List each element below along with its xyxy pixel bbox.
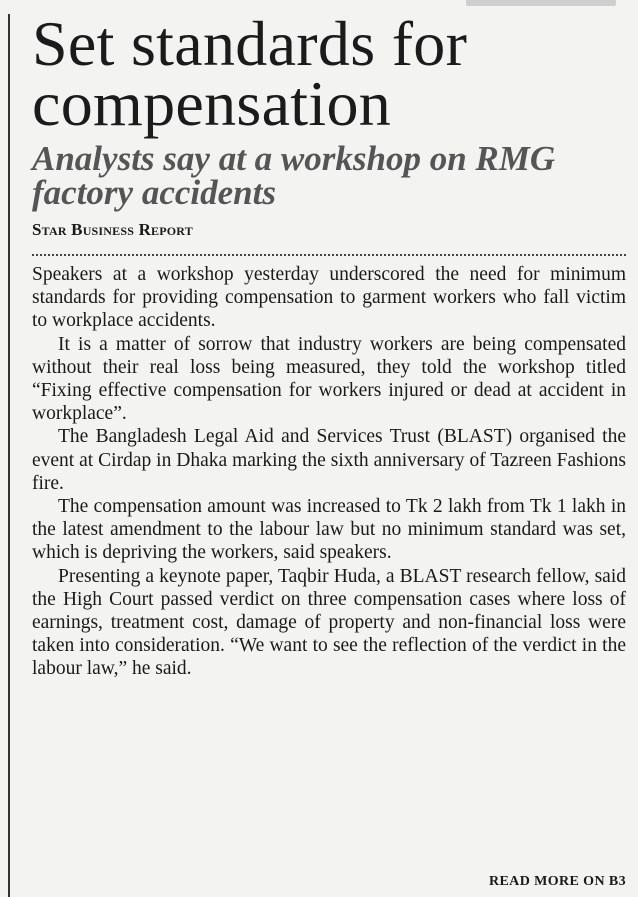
- column-rule: [8, 14, 10, 897]
- paragraph-4: The compensation amount was increased to Tk 2 lakh from Tk 1 lakh in the latest amendment to the labour law but no minimum standard was set, which is depriving the workers, said speakers.: [32, 496, 626, 564]
- paragraph-3: The Bangladesh Legal Aid and Services Trust (BLAST) organised the event at Cirdap in Dhaka marking the sixth anniversary of Tazreen Fashions fire.: [32, 426, 626, 494]
- article-body: [32, 263, 626, 681]
- paragraph-1: Speakers at a workshop yesterday underscored the need for minimum standards for providing compensation to garment workers who fall victim to workplace accidents.: [32, 264, 626, 332]
- paragraph-5: Presenting a keynote paper, Taqbir Huda, a BLAST research fellow, said the High Court passed verdict on three compensation cases where loss of earnings, treatment cost, damage of property and non-financial loss were taken into consideration. “We want to see the reflection of the verdict in the labour law,” he said.: [32, 565, 626, 680]
- subheadline: Analysts say at a workshop on RMG factory accidents: [32, 139, 556, 212]
- byline: Star Business Report: [32, 220, 193, 239]
- read-more-link[interactable]: READ MORE ON B3: [488, 874, 626, 889]
- news-article: [32, 8, 626, 681]
- clipped-previous-item: [466, 0, 616, 6]
- headline: Set standards for compensation: [32, 8, 468, 139]
- dotted-divider: [32, 254, 626, 256]
- paragraph-2: It is a matter of sorrow that industry workers are being compensated without their real loss being measured, they told the workshop titled “Fixing effective compensation for workers injured or dead at accident in workplace”.: [32, 333, 626, 425]
